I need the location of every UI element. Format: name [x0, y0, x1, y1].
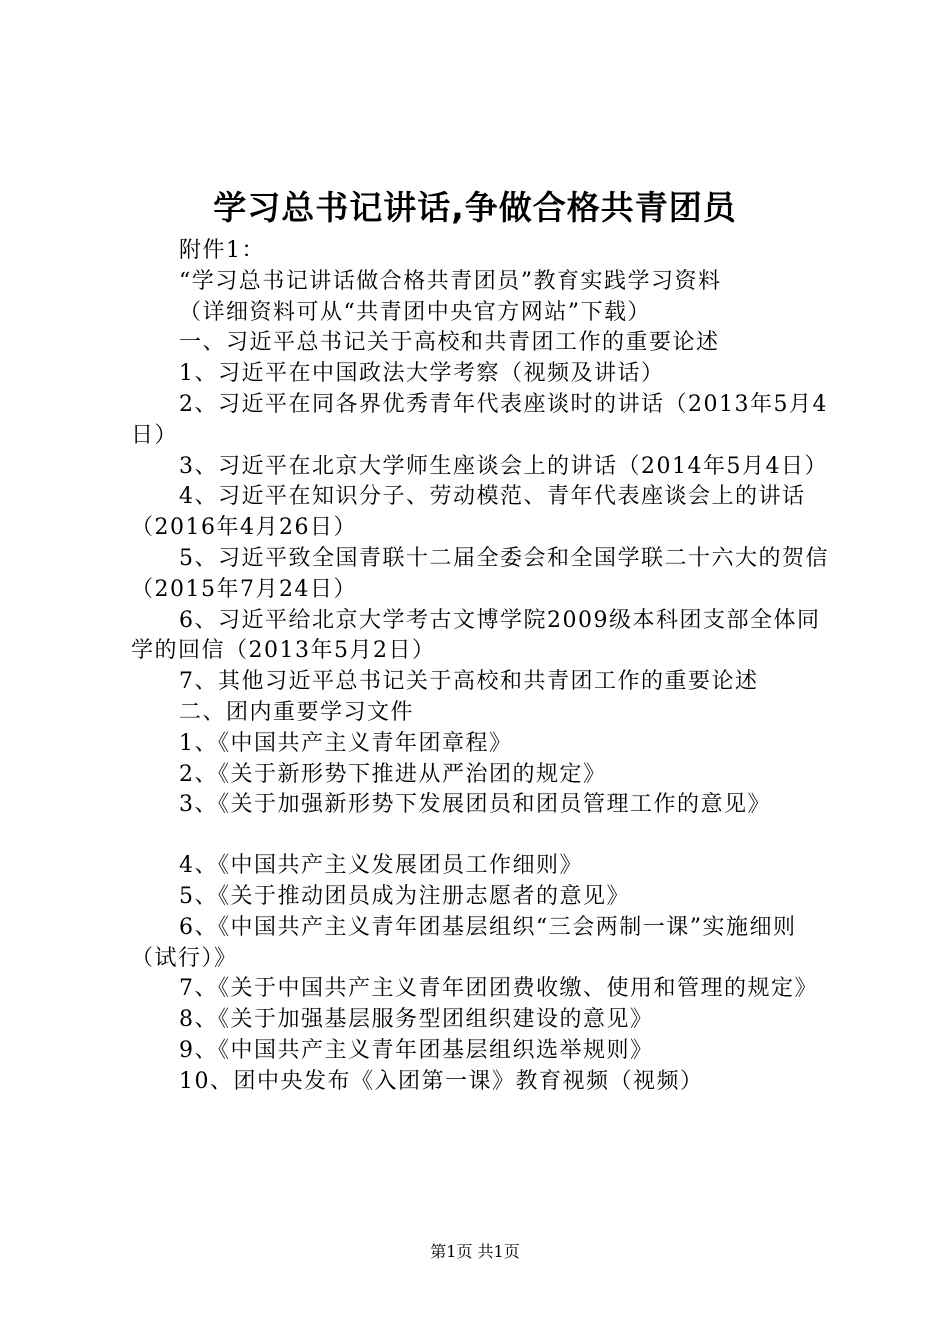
list-item: 3、习近平在北京大学师生座谈会上的讲话（2014年5月4日）: [179, 453, 828, 479]
list-item: 4、《中国共产主义发展团员工作细则》: [179, 853, 583, 879]
list-item: 8、《关于加强基层服务型团组织建设的意见》: [179, 1007, 654, 1033]
section-heading-2: 二、团内重要学习文件: [179, 699, 415, 725]
list-item: 3、《关于加强新形势下发展团员和团员管理工作的意见》: [179, 792, 771, 818]
page-footer: 第1页 共1页: [430, 1242, 520, 1261]
list-item: 9、《中国共产主义青年团基层组织选举规则》: [179, 1037, 654, 1063]
list-item: 1、《中国共产主义青年团章程》: [179, 730, 513, 756]
list-item: 6、《中国共产主义青年团基层组织“三会两制一课”实施细则（试行）》: [131, 914, 797, 971]
list-item: 5、《关于推动团员成为注册志愿者的意见》: [179, 883, 630, 909]
list-item: 1、习近平在中国政法大学考察（视频及讲话）: [179, 361, 665, 387]
document-body: [131, 236, 831, 1098]
list-item: 4、习近平在知识分子、劳动模范、青年代表座谈会上的讲话（2016年4月26日）: [131, 484, 806, 541]
list-item: 7、《关于中国共产主义青年团团费收缴、使用和管理的规定》: [179, 976, 818, 1002]
section-heading-1: 一、习近平总书记关于高校和共青团工作的重要论述: [179, 330, 720, 356]
list-item: 5、习近平致全国青联十二届全委会和全国学联二十六大的贺信（2015年7月24日）: [131, 545, 829, 602]
list-item: 6、习近平给北京大学考古文博学院2009级本科团支部全体同学的回信（2013年5月2日）: [131, 607, 821, 664]
list-item: 2、习近平在同各界优秀青年代表座谈时的讲话（2013年5月4日）: [131, 391, 828, 448]
list-item: 7、其他习近平总书记关于高校和共青团工作的重要论述: [179, 669, 759, 695]
document-title: 学习总书记讲话,争做合格共青团员: [213, 188, 737, 227]
attachment-label: 附件1：: [179, 238, 265, 263]
download-note: （详细资料可从“共青团中央官方网站”下载）: [179, 299, 651, 325]
list-item: 2、《关于新形势下推进从严治团的规定》: [179, 761, 607, 787]
list-item: 10、团中央发布《入团第一课》教育视频（视频）: [179, 1068, 704, 1094]
material-heading: “学习总书记讲话做合格共青团员”教育实践学习资料: [179, 268, 722, 294]
